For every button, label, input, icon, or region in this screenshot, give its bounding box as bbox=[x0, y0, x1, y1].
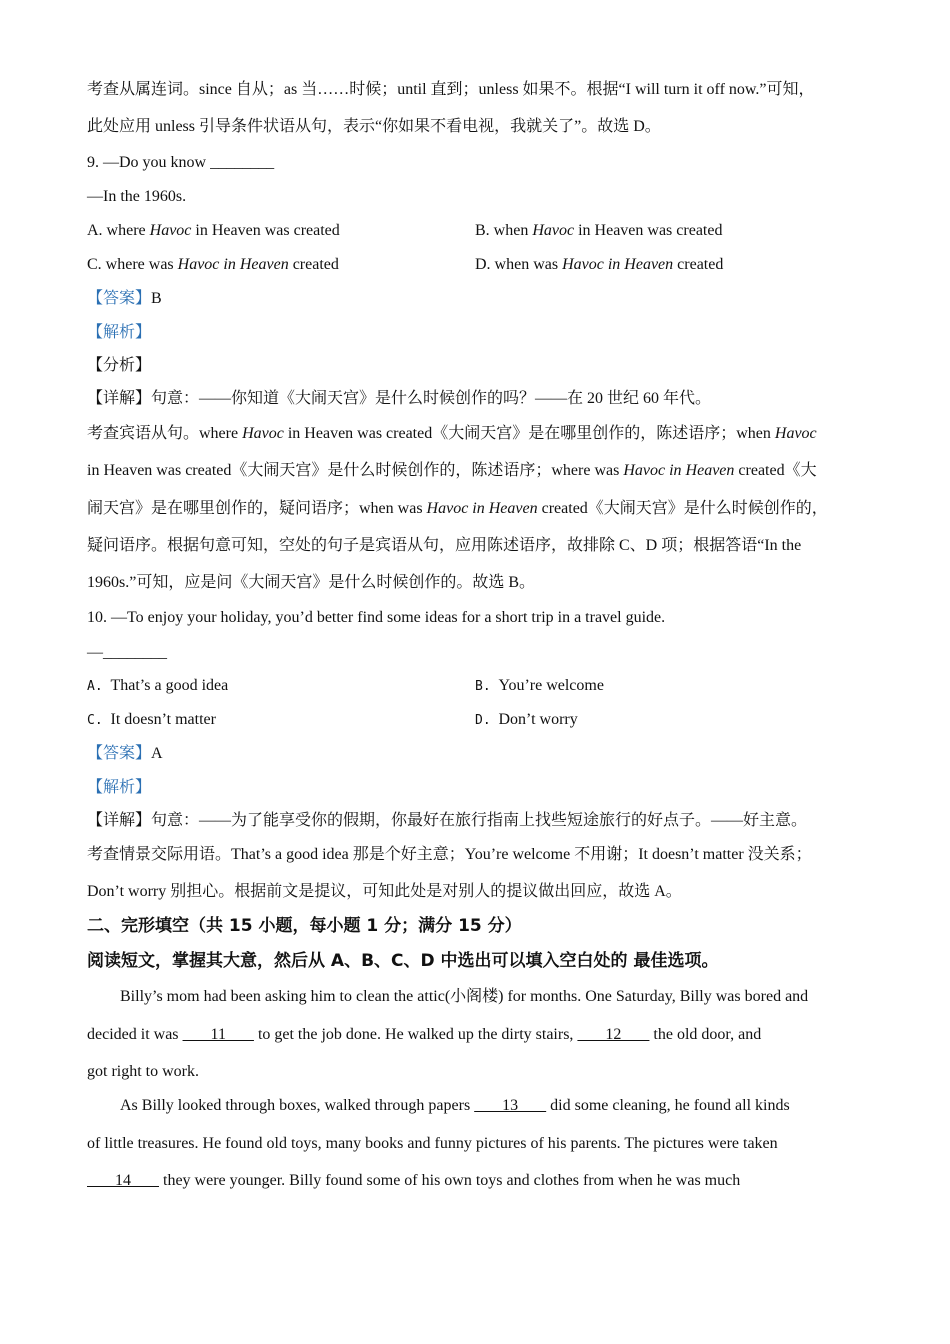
q9-detail-5: 疑问语序。根据句意可知，空处的句子是宾语从句，应用陈述语序，故排除 C、D 项；根据答语“In the bbox=[87, 537, 802, 554]
q10-option-d: D. Don’t worry bbox=[475, 711, 578, 728]
passage-line-3: got right to work. bbox=[87, 1063, 199, 1080]
q9-option-d: D. when was Havoc in Heaven created bbox=[475, 256, 724, 273]
q9-option-a: A. where Havoc in Heaven was created bbox=[87, 222, 340, 239]
q10-detail-3: Don’t worry 别担心。根据前文是提议，可知此处是对别人的提议做出回应，故选 A。 bbox=[87, 883, 682, 900]
q8-explanation-line-1: 考查从属连词。since 自从；as 当……时候；until 直到；unless 如果不。根据“I will turn it off now.”可知， bbox=[87, 81, 815, 98]
q10-detail-1: 【详解】句意：——为了能享受你的假期，你最好在旅行指南上找些短途旅行的好点子。——好主意。 bbox=[87, 812, 808, 829]
q9-reply: —In the 1960s. bbox=[87, 188, 187, 205]
q9-detail-6: 1960s.”可知，应是问《大闹天宫》是什么时候创作的。故选 B。 bbox=[87, 574, 536, 591]
q9-detail-4: 闹天宫》是在哪里创作的，疑问语序；when was Havoc in Heaven created《大闹天宫》是什么时候创作的， bbox=[87, 500, 828, 517]
passage-line-5: of little treasures. He found old toys, many books and funny pictures of his parents. The pictures were taken bbox=[87, 1135, 778, 1152]
q9-answer: 【答案】B bbox=[87, 290, 162, 307]
q9-detail-3: in Heaven was created《大闹天宫》是什么时候创作的，陈述语序；where was Havoc in Heaven created《大 bbox=[87, 462, 817, 479]
q10-analysis-label: 【解析】 bbox=[87, 779, 152, 796]
q10-option-c: C. It doesn’t matter bbox=[87, 711, 216, 728]
passage-line-1: Billy’s mom had been asking him to clean the attic(小阁楼) for months. One Saturday, Billy was bored and bbox=[120, 988, 809, 1005]
q10-reply: —________ bbox=[87, 644, 167, 661]
q8-explanation-line-2: 此处应用 unless 引导条件状语从句，表示“你如果不看电视，我就关了”。故选 D。 bbox=[87, 118, 661, 135]
q9-stem: 9. —Do you know ________ bbox=[87, 154, 275, 171]
section-instruction: 阅读短文，掌握其大意，然后从 A、B、C、D 中选出可以填入空白处的 最佳选项。 bbox=[87, 951, 719, 971]
q9-fenxi-label: 【分析】 bbox=[87, 357, 152, 374]
passage-line-6: 14 they were younger. Billy found some of his own toys and clothes from when he was much bbox=[87, 1172, 741, 1189]
passage-line-4: As Billy looked through boxes, walked through papers 13 did some cleaning, he found all kinds bbox=[120, 1097, 790, 1114]
q9-analysis-label: 【解析】 bbox=[87, 324, 152, 341]
q9-detail-1: 【详解】句意：——你知道《大闹天宫》是什么时候创作的吗？——在 20 世纪 60 年代。 bbox=[87, 390, 712, 407]
q9-option-b: B. when Havoc in Heaven was created bbox=[475, 222, 723, 239]
q10-option-a: A. That’s a good idea bbox=[87, 677, 229, 694]
q10-stem: 10. —To enjoy your holiday, you’d better find some ideas for a short trip in a travel guide. bbox=[87, 609, 666, 626]
q10-answer: 【答案】A bbox=[87, 745, 163, 762]
section-heading: 二、完形填空（共 15 小题，每小题 1 分；满分 15 分） bbox=[87, 916, 522, 936]
passage-line-2: decided it was 11 to get the job done. He walked up the dirty stairs, 12 the old door, and bbox=[87, 1026, 762, 1043]
q10-option-b: B. You’re welcome bbox=[475, 677, 604, 694]
q9-detail-2: 考查宾语从句。where Havoc in Heaven was created《大闹天宫》是在哪里创作的，陈述语序；when Havoc bbox=[87, 425, 817, 442]
q10-detail-2: 考查情景交际用语。That’s a good idea 那是个好主意；You’re welcome 不用谢；It doesn’t matter 没关系； bbox=[87, 846, 812, 863]
q9-option-c: C. where was Havoc in Heaven created bbox=[87, 256, 339, 273]
